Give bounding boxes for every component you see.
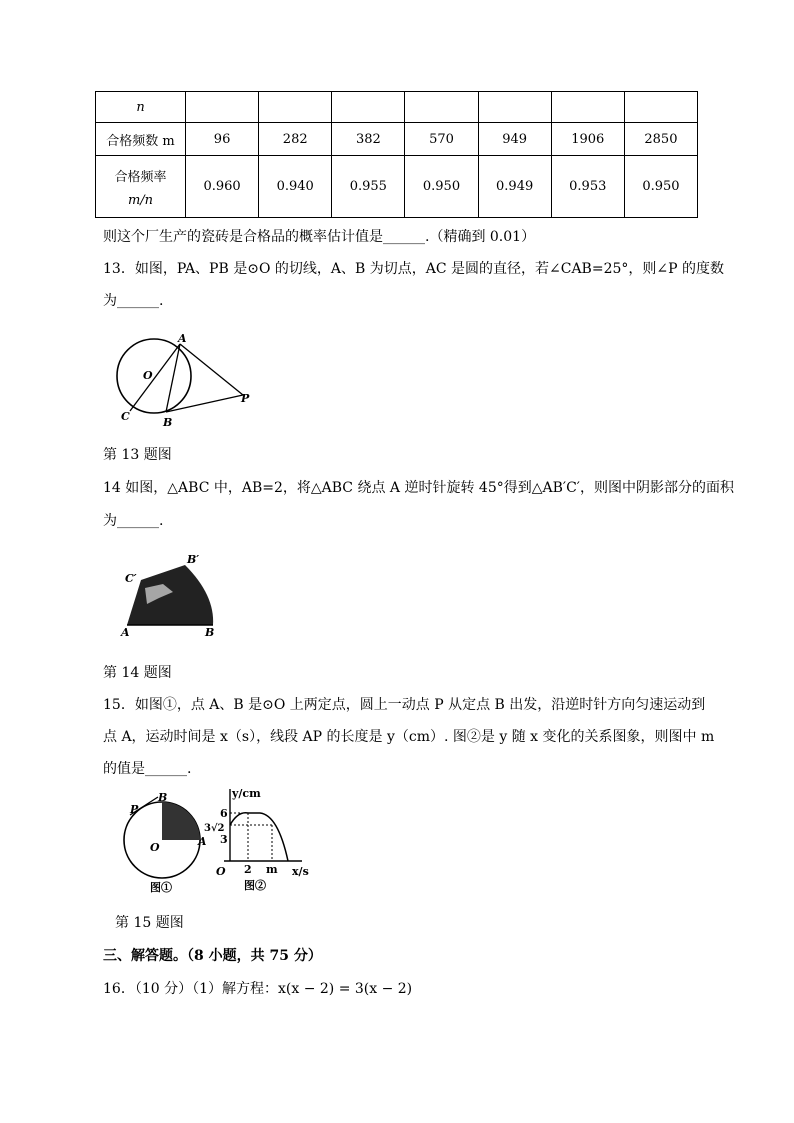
label-B: B — [205, 626, 215, 639]
tick-label-3: 3 — [220, 833, 228, 846]
origin-label: O — [216, 865, 226, 878]
q13-text: 为______. — [103, 293, 164, 309]
table-header-cell: n — [96, 92, 186, 123]
figure-15 — [112, 785, 317, 905]
q15-text: 15．如图①，点 A、B 是⊙O 上两定点，圆上一动点 P 从定点 B 出发，沿逆时针方向匀速运动到 — [103, 697, 706, 713]
table-cell: 282 — [259, 123, 332, 156]
label-B-prime: B′ — [187, 553, 200, 566]
q14-text: 14 如图，△ABC 中，AB=2，将△ABC 绕点 A 逆时针旋转 45°得到△AB′C′，则图中阴影部分的面积 — [103, 480, 734, 496]
tick-label-6: 6 — [220, 807, 228, 820]
table-cell: 949 — [478, 123, 551, 156]
frequency-table — [95, 91, 698, 218]
table-cell: 0.949 — [478, 156, 551, 218]
label-C: C — [121, 410, 130, 423]
table-cell — [551, 92, 624, 123]
table-row — [96, 156, 698, 218]
label-A: A — [198, 835, 207, 848]
header-line: m/n — [127, 192, 154, 208]
label-A: A — [178, 332, 187, 345]
label-O: O — [143, 369, 153, 382]
table-cell: 1906 — [551, 123, 624, 156]
tick-label-2: 2 — [244, 863, 252, 876]
label-P: P — [130, 803, 139, 816]
table-cell: 0.950 — [405, 156, 478, 218]
y-axis-label: y/cm — [232, 787, 261, 800]
table-cell: 0.940 — [259, 156, 332, 218]
q13-caption: 第 13 题图 — [103, 447, 172, 463]
table-cell — [259, 92, 332, 123]
table-cell: 0.960 — [186, 156, 259, 218]
table-row — [96, 92, 698, 123]
x-axis-label: x/s — [292, 865, 309, 878]
table-cell: 2850 — [624, 123, 697, 156]
q13-text: 13．如图，PA、PB 是⊙O 的切线，A、B 为切点，AC 是圆的直径，若∠CAB=25°，则∠P 的度数 — [103, 261, 724, 277]
tick-label-m: m — [266, 863, 278, 876]
label-O: O — [150, 841, 160, 854]
q15-text: 点 A，运动时间是 x（s），线段 AP 的长度是 y（cm）. 图②是 y 随 x 变化的关系图象，则图中 m — [103, 729, 715, 745]
table-cell — [186, 92, 259, 123]
label-A: A — [121, 626, 130, 639]
q16-text: 16．（10 分）（1）解方程：x(x − 2) = 3(x − 2) — [103, 981, 413, 997]
q14-text: 为______. — [103, 513, 164, 529]
label-B: B — [158, 791, 168, 804]
header-line: 合格频率 — [114, 169, 167, 185]
table-cell: 96 — [186, 123, 259, 156]
label-P: P — [241, 392, 250, 405]
fig1-name: 图① — [150, 881, 172, 894]
q15-caption: 第 15 题图 — [115, 915, 184, 931]
q15-text: 的值是______. — [103, 761, 192, 777]
table-cell — [405, 92, 478, 123]
label-B: B — [163, 416, 173, 429]
table-cell — [624, 92, 697, 123]
q12-answer-line: 则这个厂生产的瓷砖是合格品的概率估计值是______.（精确到 0.01） — [103, 229, 536, 245]
table-cell — [332, 92, 405, 123]
table-cell: 382 — [332, 123, 405, 156]
fig2-name: 图② — [244, 879, 266, 892]
tick-label-3r2: 3√2 — [204, 823, 225, 834]
table-header-cell: 合格频数 m — [96, 123, 186, 156]
q14-caption: 第 14 题图 — [103, 665, 172, 681]
table-cell: 0.955 — [332, 156, 405, 218]
table-cell — [478, 92, 551, 123]
section-heading: 三、解答题。（8 小题，共 75 分） — [103, 948, 322, 964]
table-header-cell — [96, 156, 186, 218]
table-cell: 0.953 — [551, 156, 624, 218]
table-cell: 570 — [405, 123, 478, 156]
table-cell: 0.950 — [624, 156, 697, 218]
table-row — [96, 123, 698, 156]
figure-14 — [115, 550, 230, 640]
label-C-prime: C′ — [125, 572, 137, 585]
figure-13 — [108, 328, 268, 433]
